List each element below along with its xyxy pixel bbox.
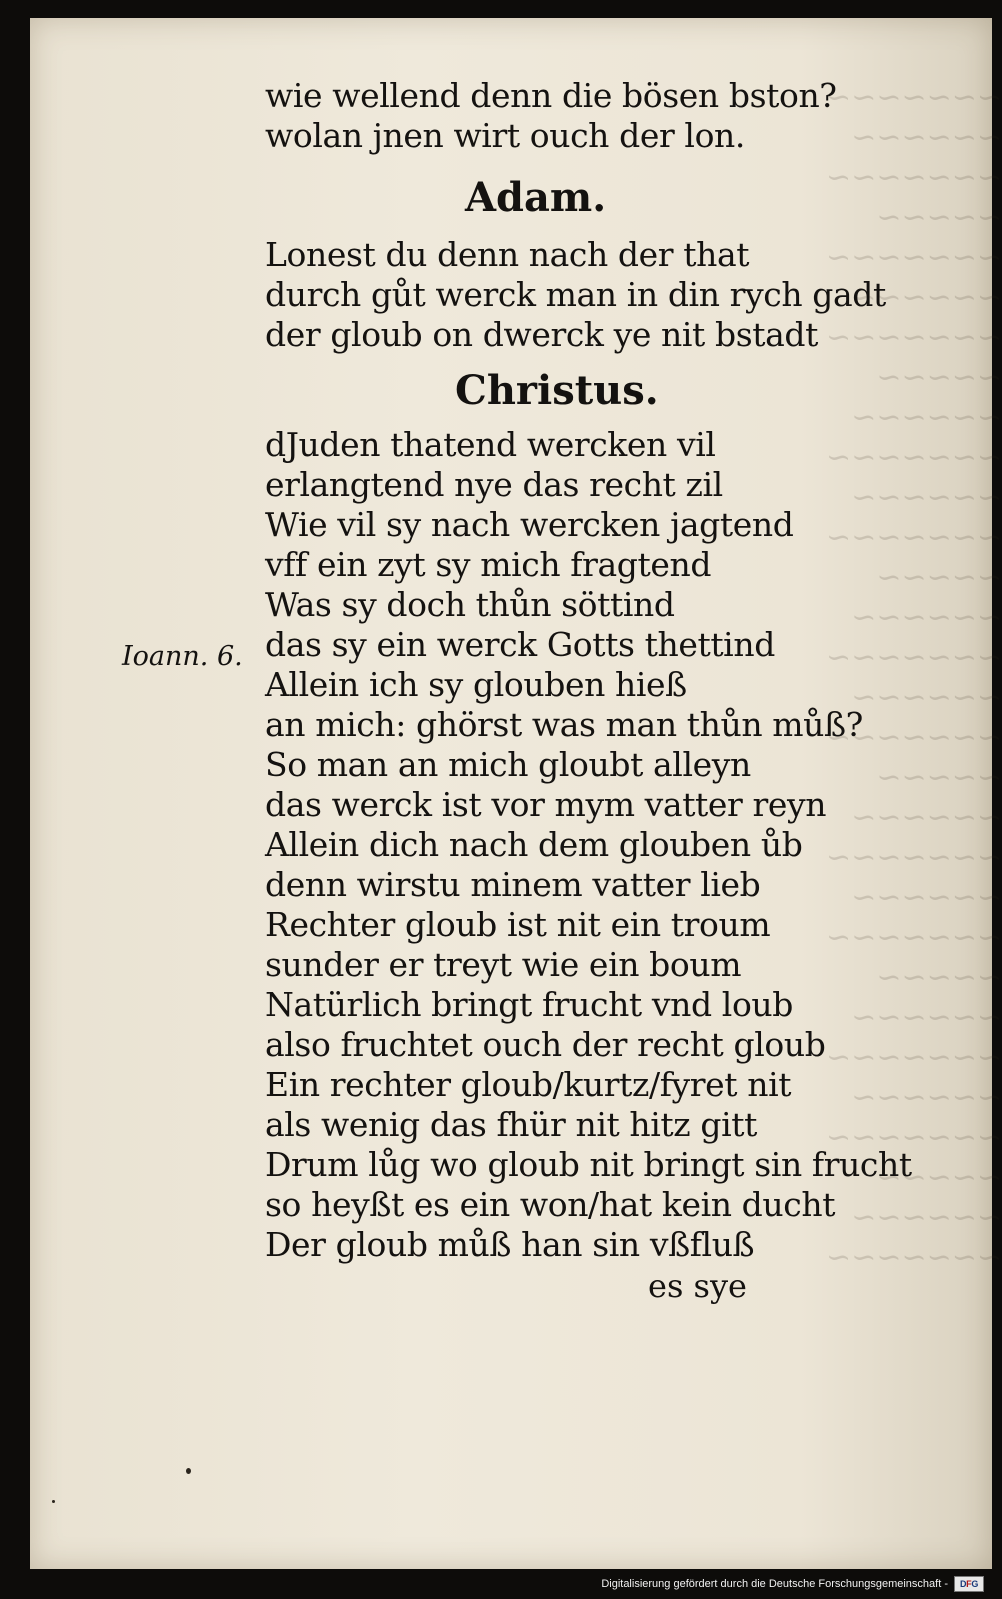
text-line: als wenig das fhür nit hitz gitt	[265, 1105, 757, 1144]
text-line: Lonest du denn nach der that	[265, 235, 750, 274]
dfg-logo-icon: DFG	[954, 1576, 984, 1592]
text-line: dJuden thatend wercken vil	[265, 425, 716, 464]
catchword: es sye	[648, 1267, 747, 1305]
marginal-note: Ioann. 6.	[122, 641, 243, 672]
text-line: Wie vil sy nach wercken jagtend	[265, 505, 794, 544]
text-line: so heyßt es ein won/hat kein ducht	[265, 1185, 836, 1224]
text-line: Allein dich nach dem glouben ůb	[265, 825, 803, 864]
speaker-heading-christus: Christus.	[455, 367, 659, 414]
text-line: Rechter gloub ist nit ein troum	[265, 905, 771, 944]
speaker-heading-adam: Adam.	[465, 174, 607, 221]
text-line: wie wellend denn die bösen bston?	[265, 76, 837, 115]
text-line: der gloub on dwerck ye nit bstadt	[265, 315, 818, 354]
text-line: So man an mich gloubt alleyn	[265, 745, 751, 784]
show-through-text: ~~~~~~~ ~~~~~~ ~~~~~~~ ~~~~~ ~~~~~~~ ~~~~~~ ~~~~~~~ ~~~~~ ~~~~~~ ~~~~~~~ ~~~~~~ ~~~~~~~ ~~~~~ ~~~~~~ ~~~~~~~ ~~~~~~ ~~~~~~~ ~~~~~ ~~~~~~ ~~~~~~~ ~~~~~~ ~~~~~~~ ~~~~~ ~~~~~~ ~~~~~~~ ~~~~~~ ~~~~~~~ ~~~~~ ~~~~~~ ~~~~~~~	[826, 80, 1002, 1275]
text-line: Was sy doch thůn söttind	[265, 585, 675, 624]
text-line: Drum lůg wo gloub nit bringt sin frucht	[265, 1145, 912, 1184]
text-line: Allein ich sy glouben hieß	[265, 665, 687, 704]
text-line: vff ein zyt sy mich fragtend	[265, 545, 712, 584]
text-line: Der gloub můß han sin vßfluß	[265, 1225, 755, 1264]
text-line: also fruchtet ouch der recht gloub	[265, 1025, 826, 1064]
ink-speck	[52, 1500, 55, 1503]
text-line: wolan jnen wirt ouch der lon.	[265, 116, 746, 155]
footer-bar	[0, 1569, 1000, 1599]
text-line: Natürlich bringt frucht vnd loub	[265, 985, 793, 1024]
text-line: denn wirstu minem vatter lieb	[265, 865, 761, 904]
text-line: sunder er treyt wie ein boum	[265, 945, 742, 984]
text-line: durch gůt werck man in din rych gadt	[265, 275, 886, 314]
text-line: an mich: ghörst was man thůn můß?	[265, 705, 863, 744]
text-line: das werck ist vor mym vatter reyn	[265, 785, 827, 824]
text-line: erlangtend nye das recht zil	[265, 465, 723, 504]
text-line: Ein rechter gloub/kurtz/fyret nit	[265, 1065, 792, 1104]
text-line: das sy ein werck Gotts thettind	[265, 625, 775, 664]
footer-credit: Digitalisierung gefördert durch die Deutsche Forschungsgemeinschaft -	[601, 1578, 948, 1590]
ink-speck	[186, 1468, 191, 1474]
